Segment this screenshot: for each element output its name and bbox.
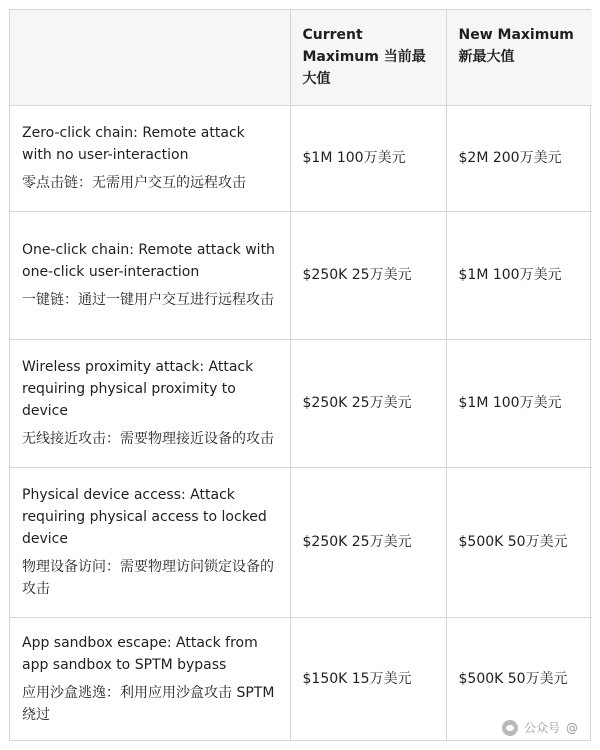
table-row xyxy=(10,211,592,339)
wechat-logo-icon xyxy=(502,720,518,736)
category-zh: 一键链：通过一键用户交互进行远程攻击 xyxy=(22,292,274,308)
category-en: Zero-click chain: Remote attack with no user-interaction xyxy=(22,125,245,163)
bounty-table-card xyxy=(9,9,591,741)
category-en: One-click chain: Remote attack with one-click user-interaction xyxy=(22,242,275,280)
table-row xyxy=(10,467,592,617)
category-cell xyxy=(10,467,290,617)
new-max-cell: $2M 200万美元 xyxy=(446,105,592,211)
watermark xyxy=(502,719,578,736)
current-max-cell: $1M 100万美元 xyxy=(290,105,446,211)
category-cell xyxy=(10,211,290,339)
header-current-maximum: Current Maximum 当前最大值 xyxy=(290,10,446,105)
watermark-name: @ xyxy=(566,720,578,735)
current-max-cell: $150K 15万美元 xyxy=(290,617,446,741)
table-row xyxy=(10,105,592,211)
category-en: App sandbox escape: Attack from app sandbox to SPTM bypass xyxy=(22,635,258,674)
category-cell xyxy=(10,617,290,741)
new-max-cell: $500K 50万美元 xyxy=(446,617,592,741)
category-zh: 物理设备访问：需要物理访问锁定设备的攻击 xyxy=(22,559,274,597)
category-zh: 应用沙盒逃逸：利用应用沙盒攻击 SPTM 绕过 xyxy=(22,685,275,724)
category-zh: 无线接近攻击：需要物理接近设备的攻击 xyxy=(22,431,274,447)
watermark-prefix: 公众号 xyxy=(523,721,560,735)
table-header-row xyxy=(10,10,592,105)
category-zh: 零点击链：无需用户交互的远程攻击 xyxy=(22,175,246,191)
category-cell xyxy=(10,105,290,211)
table-row xyxy=(10,339,592,467)
category-en: Wireless proximity attack: Attack requiring physical proximity to device xyxy=(22,359,254,419)
header-new-maximum: New Maximum 新最大值 xyxy=(446,10,592,105)
header-category xyxy=(10,10,290,105)
new-max-cell: $1M 100万美元 xyxy=(446,339,592,467)
category-cell xyxy=(10,339,290,467)
bounty-table xyxy=(10,10,592,741)
new-max-cell: $500K 50万美元 xyxy=(446,467,592,617)
current-max-cell: $250K 25万美元 xyxy=(290,211,446,339)
category-en: Physical device access: Attack requiring physical access to locked device xyxy=(22,487,267,547)
current-max-cell: $250K 25万美元 xyxy=(290,339,446,467)
current-max-cell: $250K 25万美元 xyxy=(290,467,446,617)
new-max-cell: $1M 100万美元 xyxy=(446,211,592,339)
